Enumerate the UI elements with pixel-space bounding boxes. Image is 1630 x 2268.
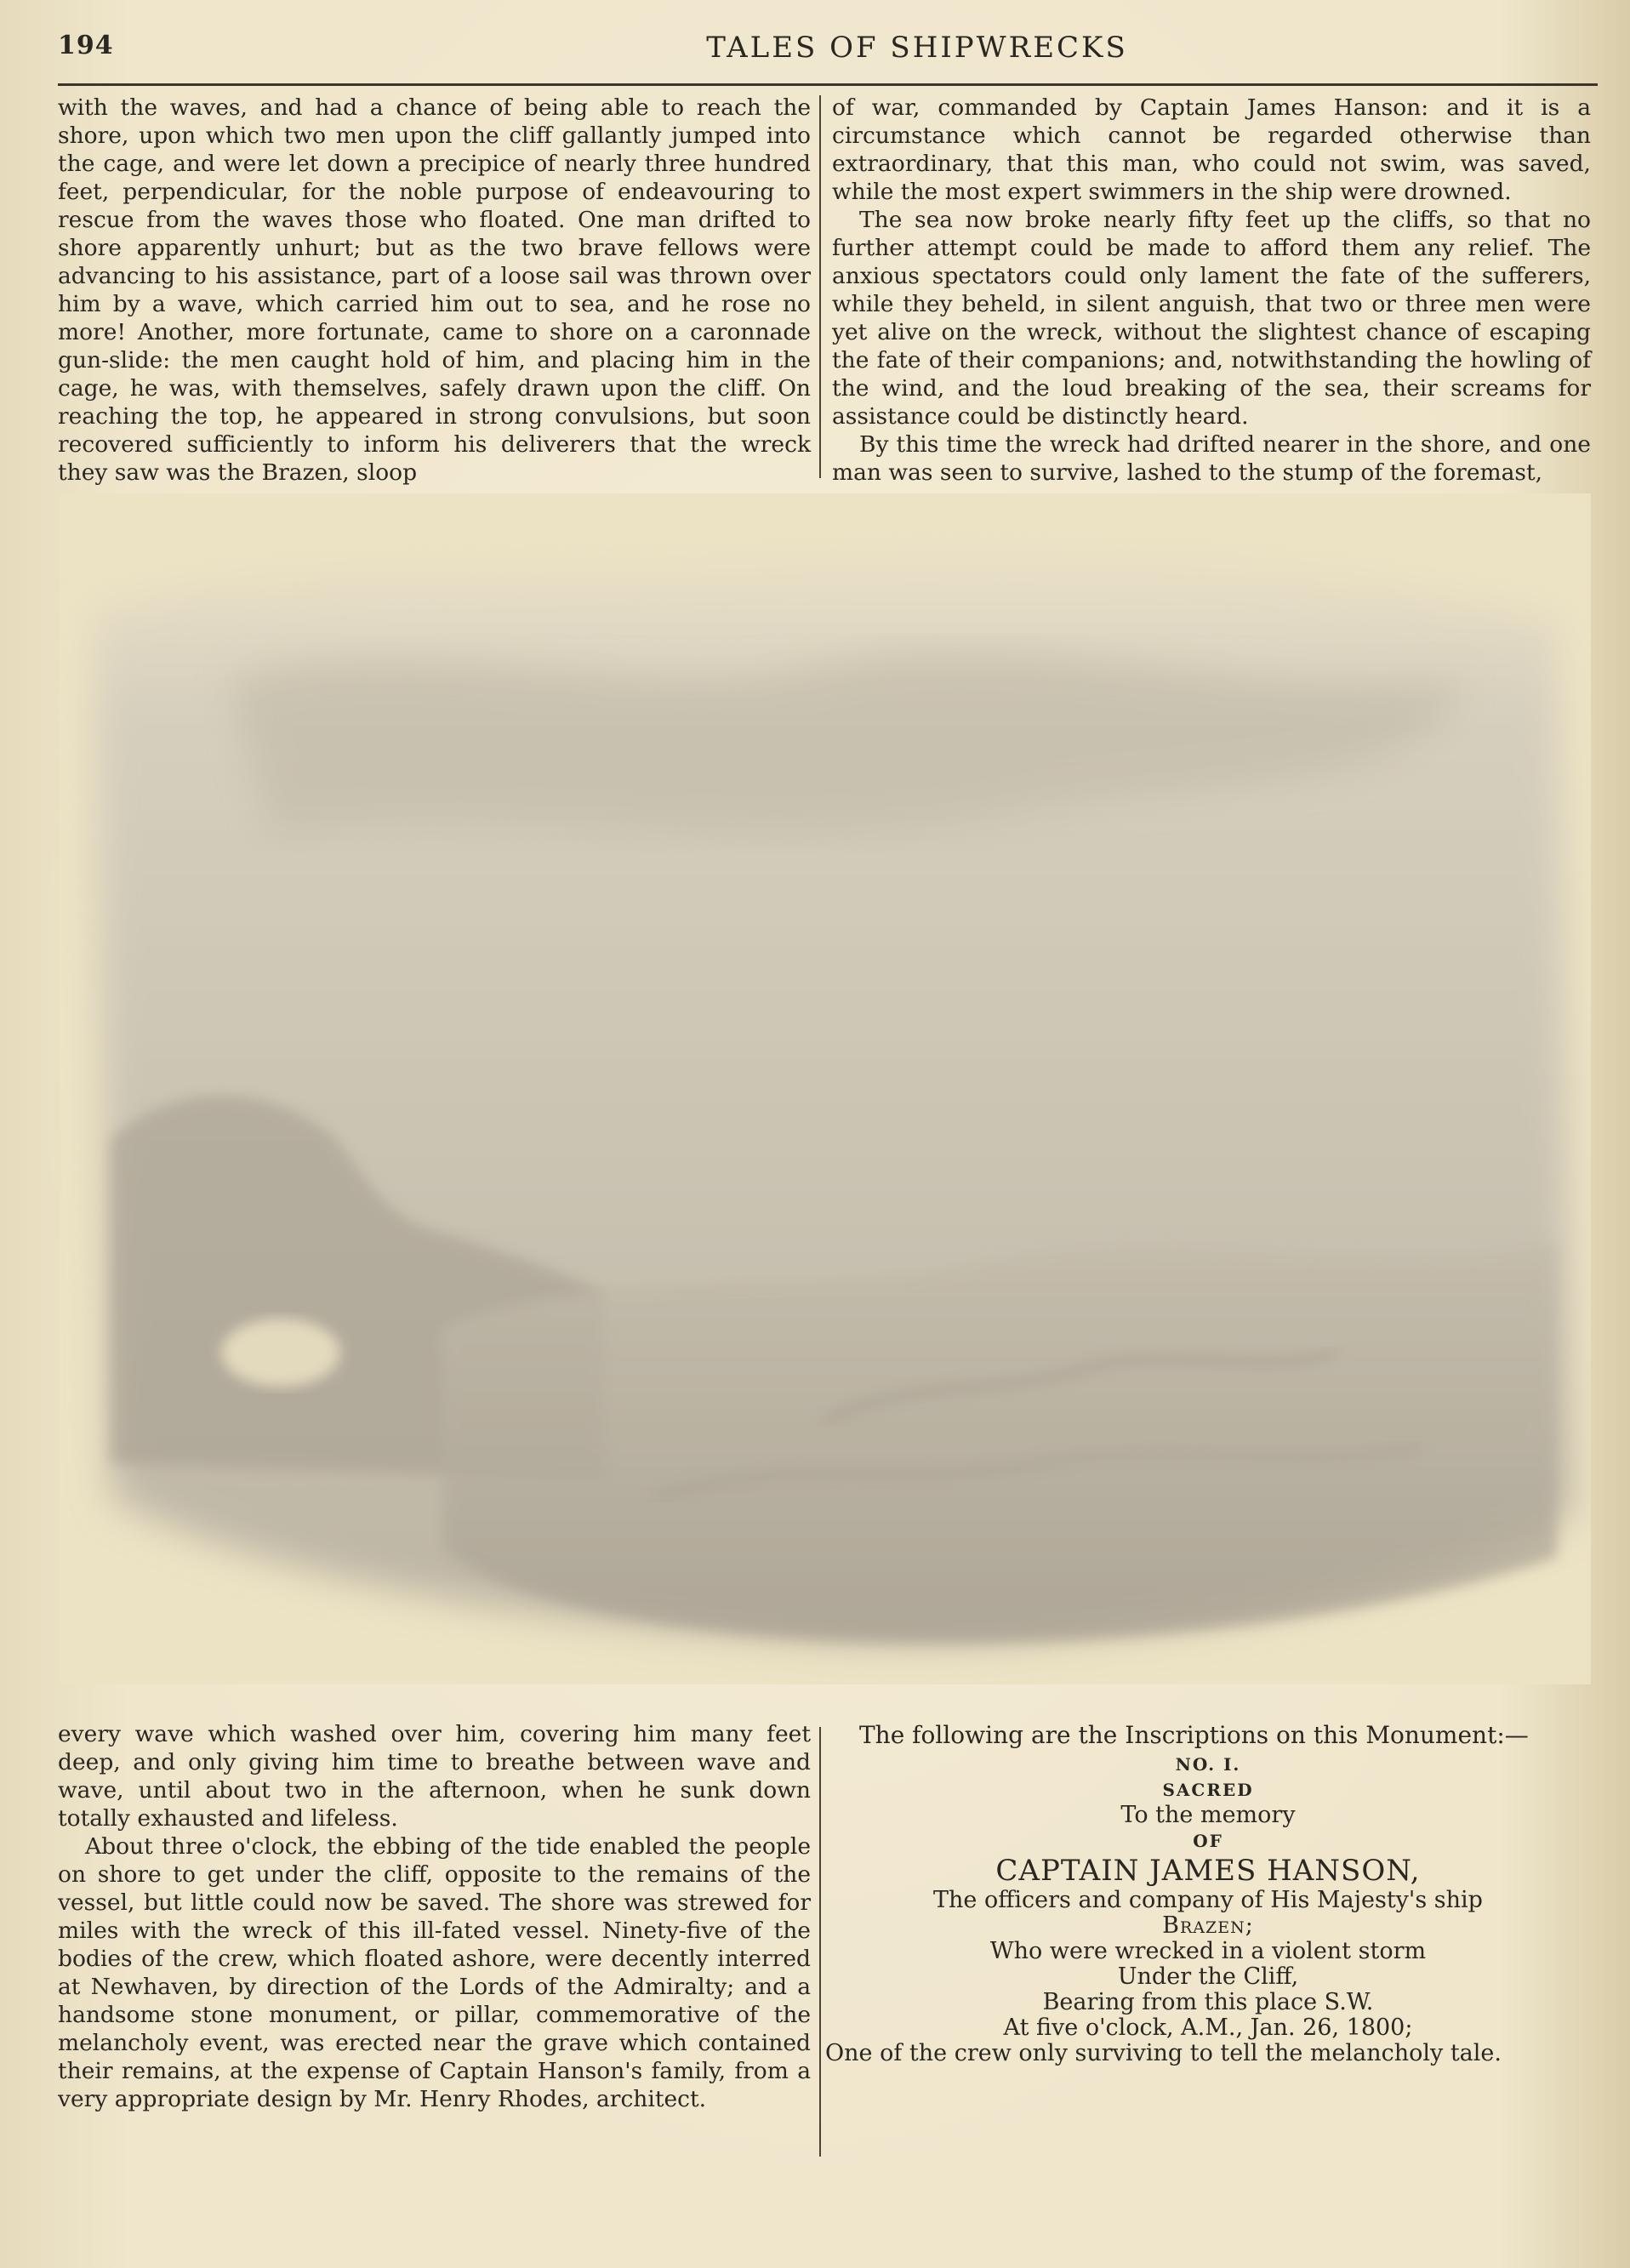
paragraph: every wave which washed over him, covering him many feet deep, and only giving him time to breathe between wave and wave, until about two in the afternoon, when he sunk down totally exhausted and lifeless. — [58, 1721, 811, 1832]
inscription-survivor: One of the crew only surviving to tell the melancholy tale. — [825, 2040, 1502, 2066]
paragraph: By this time the wreck had drifted nearer in the shore, and one man was seen to survive, lashed to the stump of the foremast, — [832, 431, 1591, 486]
inscription-wrecked: Who were wrecked in a violent storm — [989, 1938, 1427, 1964]
header-rule — [58, 83, 1598, 86]
paragraph: with the waves, and had a chance of being able to reach the shore, upon which two men upon the cliff gallantly jumped into the cage, and were let down a precipice of nearly three hundred feet, perpendicular, for the noble purpose of endeavouring to rescue from the waves those who floated. One man drifted to shore apparently unhurt; but as the two brave fellows were advancing to his assistance, part of a loose sail was thrown over him by a wave, which carried him out to sea, and he rose no more! Another, more fortunate, came to shore on a caronnade gun-slide: the men caught hold of him, and placing him in the cage, he was, with themselves, safely drawn upon the cliff. On reaching the top, he appeared in strong convulsions, but soon recovered sufficiently to inform his deliverers that the wreck they saw was the Brazen, sloop — [58, 94, 811, 486]
inscription-officers: The officers and company of His Majesty's ship — [933, 1887, 1483, 1913]
inscription-lead: The following are the Inscriptions on this Monument:— — [859, 1721, 1529, 1749]
inscription-cliff: Under the Cliff, — [1117, 1963, 1299, 1990]
shipwreck-engraving — [60, 493, 1591, 1684]
rough-sea — [442, 1242, 1557, 1643]
inscription-ship: Brazen; — [1162, 1912, 1254, 1939]
inscription-sacred: SACRED — [1162, 1780, 1254, 1800]
top-right-column — [832, 94, 1591, 487]
page-number: 194 — [58, 31, 114, 60]
monument-inscription — [825, 1723, 1591, 2066]
bottom-left-column — [58, 1720, 811, 2113]
page-header — [58, 31, 1589, 68]
inscription-of: OF — [1193, 1831, 1223, 1851]
inscription-captain: CAPTAIN JAMES HANSON, — [995, 1854, 1421, 1888]
inscription-bearing: Bearing from this place S.W. — [1042, 1989, 1374, 2015]
inscription-memory: To the memory — [1120, 1802, 1296, 1828]
paragraph: About three o'clock, the ebbing of the tide enabled the people on shore to get under the cliff, opposite to the remains of the vessel, but little could now be saved. The shore was strewed for miles with the wreck of this ill-fated vessel. Ninety-five of the bodies of the crew, which floated ashore, were decently interred at Newhaven, by direction of the Lords of the Admiralty; and a handsome stone monument, or pillar, commemorative of the melancholy event, was erected near the grave which contained their remains, at the expense of Captain Hanson's family, from a very appropriate design by Mr. Henry Rhodes, architect. — [58, 1833, 811, 2112]
paragraph: The sea now broke nearly fifty feet up the cliffs, so that no further attempt could be made to afford them any relief. The anxious spectators could only lament the fate of the sufferers, while they beheld, in silent anguish, that two or three men were yet alive on the wreck, without the slightest chance of escaping the fate of their companions; and, notwithstanding the howling of the wind, and the loud breaking of the sea, their screams for assistance could be distinctly heard. — [832, 207, 1591, 430]
sea-spray — [221, 1319, 340, 1387]
inscription-time: At five o'clock, A.M., Jan. 26, 1800; — [1003, 2014, 1413, 2041]
paragraph: of war, commanded by Captain James Hanson: and it is a circumstance which cannot be regarded otherwise than extraordinary, that this man, who could not swim, was saved, while the most expert swimmers in the ship were drowned. — [832, 94, 1591, 205]
running-title: TALES OF SHIPWRECKS — [706, 31, 1128, 65]
inscription-number: NO. I. — [1175, 1754, 1241, 1775]
column-divider — [819, 1727, 821, 2157]
column-divider — [819, 95, 821, 478]
top-left-column — [58, 94, 811, 487]
